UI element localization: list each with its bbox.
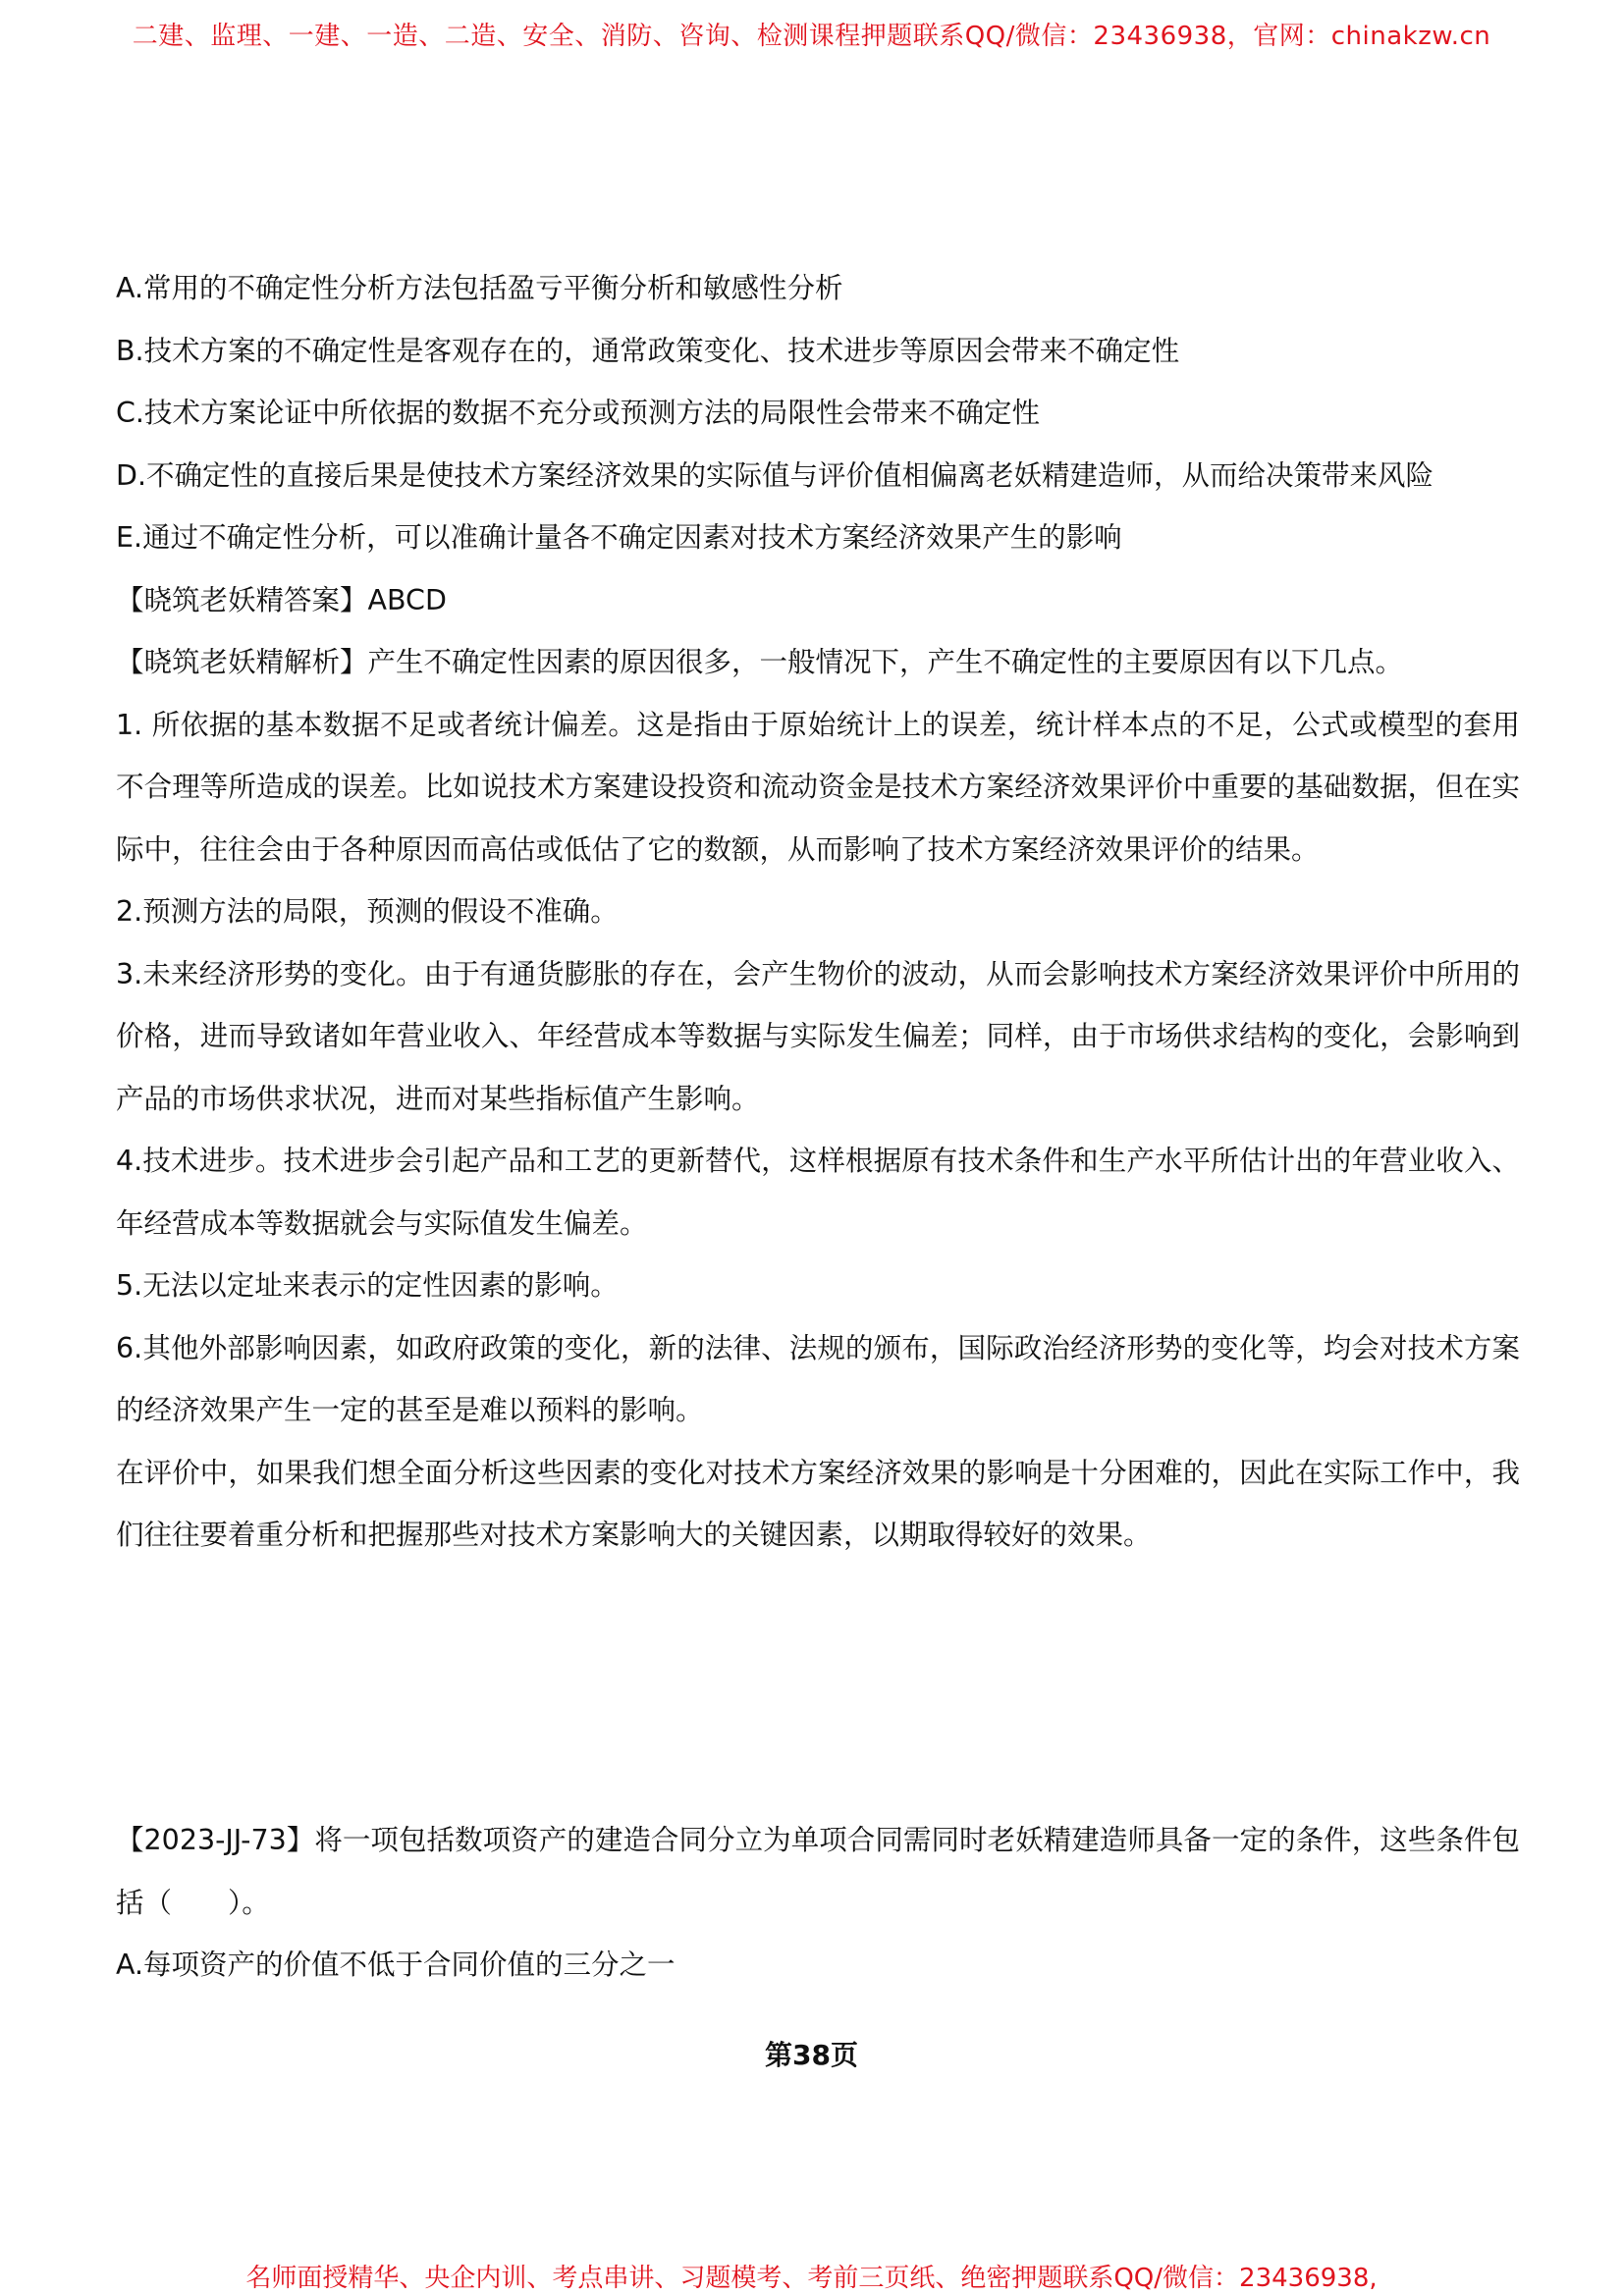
option-a: A.常用的不确定性分析方法包括盈亏平衡分析和敏感性分析 bbox=[116, 272, 843, 304]
footer-contact-banner: 名师面授精华、央企内训、考点串讲、习题模考、考前三页纸、绝密押题联系QQ/微信：23436938, bbox=[245, 2264, 1378, 2293]
option-b: B.技术方案的不确定性是客观存在的，通常政策变化、技术进步等原因会带来不确定性 bbox=[116, 334, 1180, 367]
analysis-conclusion: 在评价中，如果我们想全面分析这些因素的变化对技术方案经济效果的影响是十分困难的，因此在实际工作中，我们往往要着重分析和把握那些对技术方案影响大的关键因素，以期取得较好的效果。 bbox=[116, 1456, 1520, 1551]
answer-line: 【晓筑老妖精答案】ABCD bbox=[116, 583, 447, 616]
question-1-section bbox=[116, 257, 1520, 1567]
question-2-section bbox=[116, 1809, 1520, 1997]
page-number: 第38页 bbox=[765, 2039, 858, 2071]
question-2-stem: 【2023-JJ-73】将一项包括数项资产的建造合同分立为单项合同需同时老妖精建造师具备一定的条件，这些条件包括（ ）。 bbox=[116, 1824, 1520, 1919]
option-e: E.通过不确定性分析，可以准确计量各不确定因素对技术方案经济效果产生的影响 bbox=[116, 521, 1122, 554]
question-2-option-a: A.每项资产的价值不低于合同价值的三分之一 bbox=[116, 1949, 676, 1981]
analysis-intro: 【晓筑老妖精解析】产生不确定性因素的原因很多，一般情况下，产生不确定性的主要原因有以下几点。 bbox=[116, 646, 1404, 678]
header-contact-banner: 二建、监理、一建、一造、二造、安全、消防、咨询、检测课程押题联系QQ/微信：23436938，官网：chinakzw.cn bbox=[132, 22, 1491, 51]
analysis-point-5: 5.无法以定址来表示的定性因素的影响。 bbox=[116, 1269, 619, 1302]
option-d: D.不确定性的直接后果是使技术方案经济效果的实际值与评价值相偏离老妖精建造师，从而给决策带来风险 bbox=[116, 458, 1434, 492]
analysis-point-3: 3.未来经济形势的变化。由于有通货膨胀的存在，会产生物价的波动，从而会影响技术方案经济效果评价中所用的价格，进而导致诸如年营业收入、年经营成本等数据与实际发生偏差；同样，由于市场供求结构的变化，会影响到产品的市场供求状况，进而对某些指标值产生影响。 bbox=[116, 957, 1520, 1115]
analysis-point-2: 2.预测方法的局限，预测的假设不准确。 bbox=[116, 895, 619, 928]
option-c: C.技术方案论证中所依据的数据不充分或预测方法的局限性会带来不确定性 bbox=[116, 397, 1040, 429]
analysis-point-1: 1. 所依据的基本数据不足或者统计偏差。这是指由于原始统计上的误差，统计样本点的不足，公式或模型的套用不合理等所造成的误差。比如说技术方案建设投资和流动资金是技术方案经济效果评价中重要的基础数据，但在实际中，往往会由于各种原因而高估或低估了它的数额，从而影响了技术方案经济效果评价的结果。 bbox=[116, 708, 1520, 866]
analysis-point-6: 6.其他外部影响因素，如政府政策的变化，新的法律、法规的颁布，国际政治经济形势的变化等，均会对技术方案的经济效果产生一定的甚至是难以预料的影响。 bbox=[116, 1331, 1520, 1426]
analysis-point-4: 4.技术进步。技术进步会引起产品和工艺的更新替代，这样根据原有技术条件和生产水平所估计出的年营业收入、年经营成本等数据就会与实际值发生偏差。 bbox=[116, 1145, 1520, 1240]
